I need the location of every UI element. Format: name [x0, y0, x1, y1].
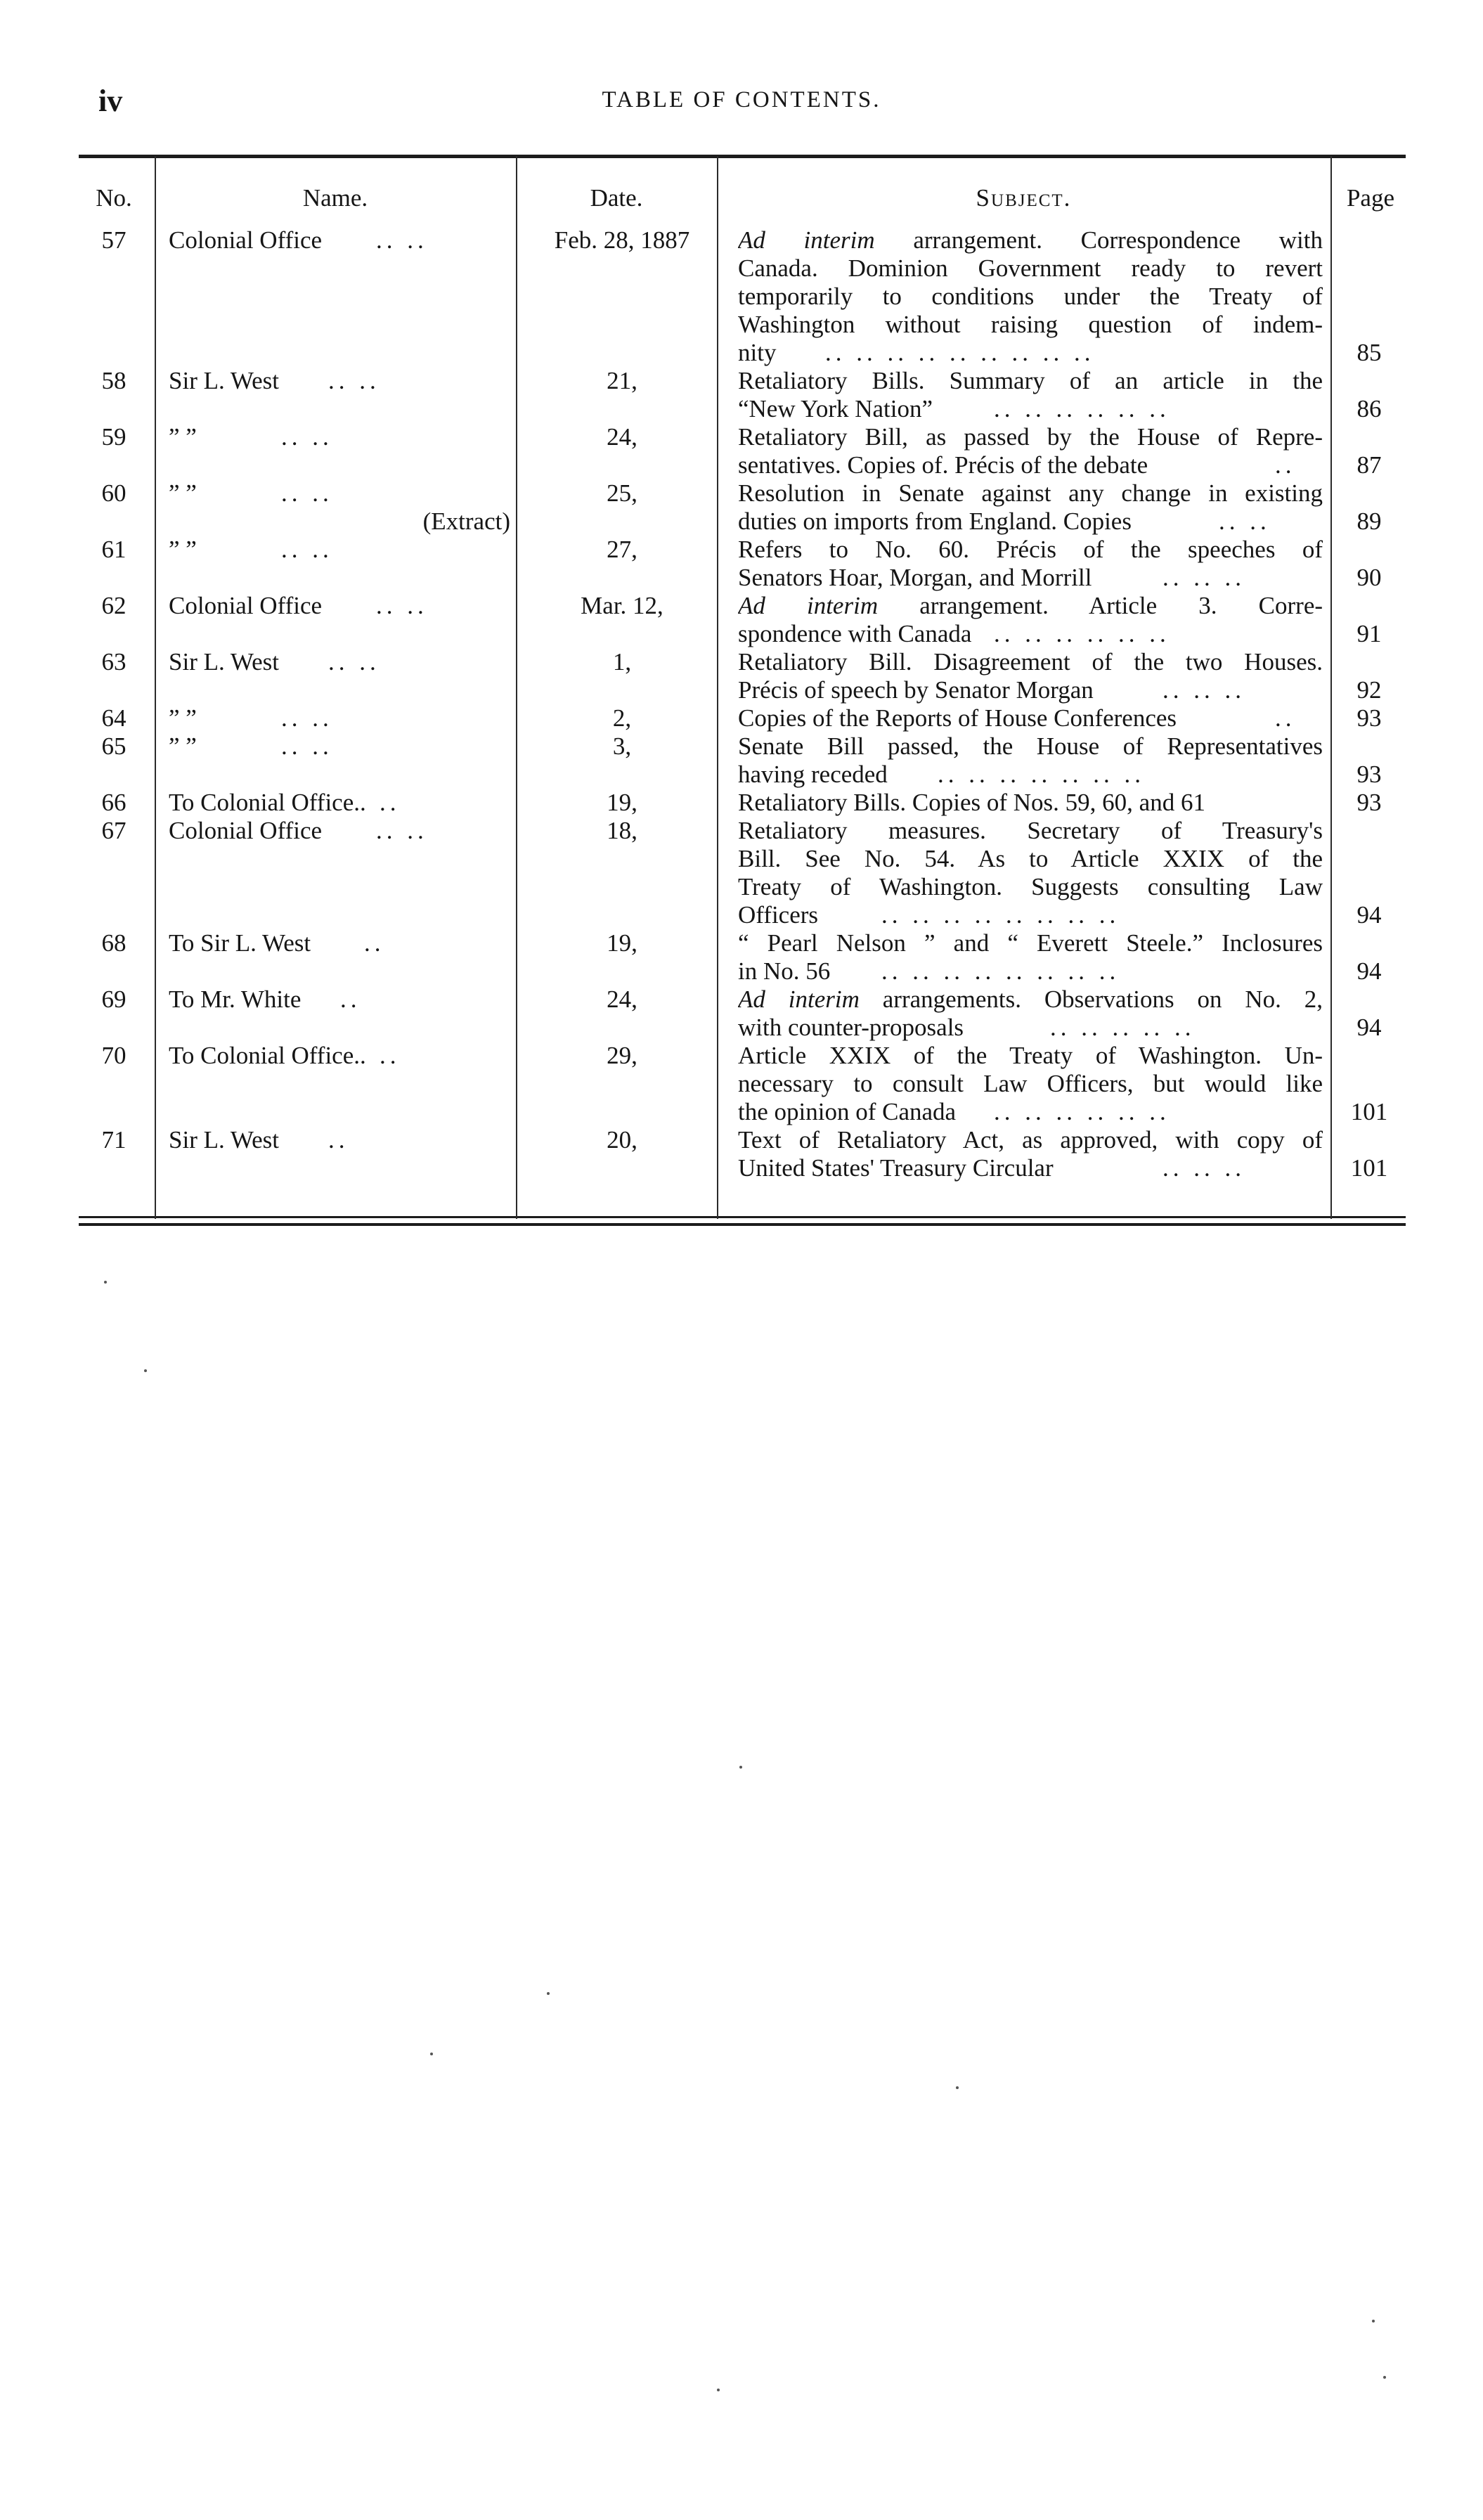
- name-dot-leader: .. ..: [281, 732, 333, 760]
- name-dot-leader: .. ..: [281, 479, 333, 507]
- name-dot-leader: ..: [328, 1126, 349, 1154]
- entry-extract-note: (Extract): [422, 508, 510, 535]
- subject-line: Treaty of Washington. Suggests consulting Law: [738, 873, 1323, 900]
- entry-page: 85: [1356, 339, 1382, 366]
- subject-dot-leader: .. .. .. .. .. .. .. ..: [881, 957, 1120, 985]
- entry-name: ” ”: [169, 423, 197, 451]
- subject-line: Bill. See No. 54. As to Article XXIX of the: [738, 845, 1323, 872]
- entry-date: Feb. 28, 1887: [554, 226, 690, 254]
- entry-name: Colonial Office: [169, 226, 323, 254]
- name-dot-leader: .. ..: [281, 704, 333, 732]
- entry-number: 58: [101, 367, 127, 394]
- subject-dot-leader: .. .. .. .. .. .. .. ..: [881, 901, 1120, 929]
- speck: [430, 2053, 433, 2055]
- entry-number: 66: [101, 789, 127, 816]
- subject-line: Ad interim arrangement. Correspondence with: [738, 226, 1323, 254]
- entry-date: 19,: [607, 929, 637, 957]
- subject-line: Précis of speech by Senator Morgan: [738, 676, 1094, 704]
- subject-line: the opinion of Canada: [738, 1098, 957, 1125]
- column-divider-3: [717, 156, 718, 1219]
- entry-number: 70: [101, 1042, 127, 1069]
- entry-page: 93: [1356, 761, 1382, 788]
- entry-subject: [738, 986, 1323, 1042]
- entry-page: 93: [1356, 789, 1382, 816]
- entry-number: 61: [101, 536, 127, 563]
- entry-page: 92: [1356, 676, 1382, 704]
- column-divider-2: [516, 156, 517, 1219]
- entry-number: 68: [101, 929, 127, 957]
- entry-date: 3,: [612, 732, 632, 760]
- subject-line: United States' Treasury Circular: [738, 1154, 1054, 1182]
- name-dot-leader: .. ..: [281, 423, 333, 451]
- entry-number: 59: [101, 423, 127, 451]
- entry-page: 86: [1356, 395, 1382, 422]
- entry-name: To Colonial Office..: [169, 1042, 366, 1069]
- name-dot-leader: .. ..: [328, 648, 380, 676]
- entry-subject: [738, 789, 1323, 817]
- subject-line: Senators Hoar, Morgan, and Morrill: [738, 564, 1092, 591]
- entry-date: 1,: [612, 648, 632, 676]
- entry-date: 24,: [607, 986, 637, 1013]
- subject-dot-leader: ..: [1275, 451, 1296, 479]
- entry-number: 67: [101, 817, 127, 844]
- name-dot-leader: .. ..: [376, 226, 428, 254]
- subject-dot-leader: .. .. .. .. .. ..: [994, 395, 1170, 422]
- column-header-subject: Subject.: [976, 184, 1072, 212]
- subject-line: Retaliatory Bill, as passed by the House of Repre-: [738, 423, 1323, 451]
- footer-rule-thick: [79, 1223, 1406, 1226]
- subject-dot-leader: .. .. .. .. ..: [1050, 1014, 1196, 1041]
- entry-number: 63: [101, 648, 127, 676]
- header-rule-top: [79, 155, 1406, 158]
- entry-page: 91: [1356, 620, 1382, 647]
- subject-line: “ Pearl Nelson ” and “ Everett Steele.” Inclosures: [738, 929, 1323, 957]
- entry-page: 89: [1356, 508, 1382, 535]
- entry-date: 27,: [607, 536, 637, 563]
- subject-line: Copies of the Reports of House Conferences: [738, 704, 1177, 732]
- entry-name: Sir L. West: [169, 367, 279, 394]
- subject-dot-leader: .. .. ..: [1163, 564, 1245, 591]
- entry-subject: [738, 704, 1323, 732]
- subject-line: having receded: [738, 761, 888, 788]
- speck: [1372, 2320, 1375, 2322]
- subject-line: Officers: [738, 901, 819, 929]
- subject-line: Article XXIX of the Treaty of Washington. Un-: [738, 1042, 1323, 1069]
- entry-name: Sir L. West: [169, 1126, 279, 1154]
- page-number: iv: [98, 84, 123, 118]
- subject-line: Retaliatory Bills. Summary of an article in the: [738, 367, 1323, 394]
- name-dot-leader: ..: [364, 929, 385, 957]
- name-dot-leader: ..: [380, 789, 401, 816]
- subject-line: spondence with Canada: [738, 620, 972, 647]
- speck: [104, 1281, 107, 1284]
- subject-line: necessary to consult Law Officers, but would like: [738, 1070, 1323, 1097]
- entry-date: Mar. 12,: [581, 592, 663, 619]
- name-dot-leader: .. ..: [376, 592, 428, 619]
- subject-line: temporarily to conditions under the Treaty of: [738, 283, 1323, 310]
- entry-date: 20,: [607, 1126, 637, 1154]
- subject-line: Text of Retaliatory Act, as approved, with copy of: [738, 1126, 1323, 1154]
- entry-page: 87: [1356, 451, 1382, 479]
- subject-line: Refers to No. 60. Précis of the speeches of: [738, 536, 1323, 563]
- subject-dot-leader: .. .. .. .. .. .. .. .. ..: [825, 339, 1095, 366]
- subject-line: Retaliatory Bill. Disagreement of the two Houses.: [738, 648, 1323, 676]
- entry-date: 19,: [607, 789, 637, 816]
- entry-date: 25,: [607, 479, 637, 507]
- column-header-name: Name.: [302, 184, 368, 212]
- entry-number: 62: [101, 592, 127, 619]
- subject-italic: Ad interim: [738, 592, 879, 619]
- column-header-no: No.: [96, 184, 132, 212]
- entry-number: 64: [101, 704, 127, 732]
- subject-dot-leader: ..: [1275, 704, 1296, 732]
- subject-line: Retaliatory measures. Secretary of Treasury's: [738, 817, 1323, 844]
- subject-line: sentatives. Copies of. Précis of the debate: [738, 451, 1148, 479]
- entry-page: 94: [1356, 1014, 1382, 1041]
- subject-dot-leader: .. .. .. .. .. ..: [994, 1098, 1170, 1125]
- entry-page: 101: [1350, 1098, 1388, 1125]
- subject-line: Resolution in Senate against any change in existing: [738, 479, 1323, 507]
- entry-name: Colonial Office: [169, 592, 323, 619]
- speck: [739, 1766, 742, 1769]
- column-divider-1: [155, 156, 156, 1219]
- subject-line: Canada. Dominion Government ready to revert: [738, 254, 1323, 282]
- entry-page: 94: [1356, 957, 1382, 985]
- entry-name: To Sir L. West: [169, 929, 311, 957]
- entry-page: 93: [1356, 704, 1382, 732]
- subject-line: Retaliatory Bills. Copies of Nos. 59, 60, and 61: [738, 789, 1205, 816]
- subject-line: Ad interim arrangement. Article 3. Corre-: [738, 592, 1323, 619]
- entry-name: ” ”: [169, 479, 197, 507]
- entry-number: 69: [101, 986, 127, 1013]
- entry-date: 2,: [612, 704, 632, 732]
- name-dot-leader: ..: [380, 1042, 401, 1069]
- entry-page: 90: [1356, 564, 1382, 591]
- subject-italic: Ad interim: [738, 986, 860, 1013]
- subject-dot-leader: .. .. .. .. .. ..: [994, 620, 1170, 647]
- speck: [717, 2389, 720, 2391]
- name-dot-leader: .. ..: [281, 536, 333, 563]
- subject-dot-leader: .. .. .. .. .. .. ..: [938, 761, 1145, 788]
- speck: [144, 1369, 147, 1372]
- column-divider-4: [1330, 156, 1332, 1219]
- footer-rule-thin: [79, 1216, 1406, 1218]
- subject-line: with counter-proposals: [738, 1014, 964, 1041]
- speck: [956, 2086, 959, 2089]
- subject-line: Washington without raising question of indem-: [738, 311, 1323, 338]
- entry-date: 18,: [607, 817, 637, 844]
- subject-line: in No. 56: [738, 957, 831, 985]
- subject-dot-leader: .. .. ..: [1163, 676, 1245, 704]
- name-dot-leader: .. ..: [376, 817, 428, 844]
- entry-number: 65: [101, 732, 127, 760]
- entry-name: Colonial Office: [169, 817, 323, 844]
- entry-page: 94: [1356, 901, 1382, 929]
- subject-line: Ad interim arrangements. Observations on No. 2,: [738, 986, 1323, 1013]
- speck: [1383, 2376, 1386, 2379]
- entry-name: ” ”: [169, 704, 197, 732]
- name-dot-leader: .. ..: [328, 367, 380, 394]
- subject-line: duties on imports from England. Copies: [738, 508, 1132, 535]
- subject-line: nity: [738, 339, 777, 366]
- column-header-date: Date.: [590, 184, 643, 212]
- entry-number: 57: [101, 226, 127, 254]
- column-header-page: Page: [1346, 184, 1395, 212]
- entry-name: ” ”: [169, 536, 197, 563]
- entry-date: 21,: [607, 367, 637, 394]
- entry-name: Sir L. West: [169, 648, 279, 676]
- subject-italic: Ad interim: [738, 226, 875, 254]
- entry-date: 24,: [607, 423, 637, 451]
- running-title: TABLE OF CONTENTS.: [602, 87, 881, 112]
- subject-line: Senate Bill passed, the House of Representatives: [738, 732, 1323, 760]
- name-dot-leader: ..: [340, 986, 361, 1013]
- entry-name: To Colonial Office..: [169, 789, 366, 816]
- entry-name: To Mr. White: [169, 986, 302, 1013]
- entry-number: 60: [101, 479, 127, 507]
- entry-subject: [738, 423, 1323, 479]
- speck: [547, 1992, 550, 1995]
- subject-line: “New York Nation”: [738, 395, 933, 422]
- entry-page: 101: [1350, 1154, 1388, 1182]
- subject-dot-leader: .. ..: [1219, 508, 1271, 535]
- entry-name: ” ”: [169, 732, 197, 760]
- entry-date: 29,: [607, 1042, 637, 1069]
- subject-dot-leader: .. .. ..: [1163, 1154, 1245, 1182]
- entry-number: 71: [101, 1126, 127, 1154]
